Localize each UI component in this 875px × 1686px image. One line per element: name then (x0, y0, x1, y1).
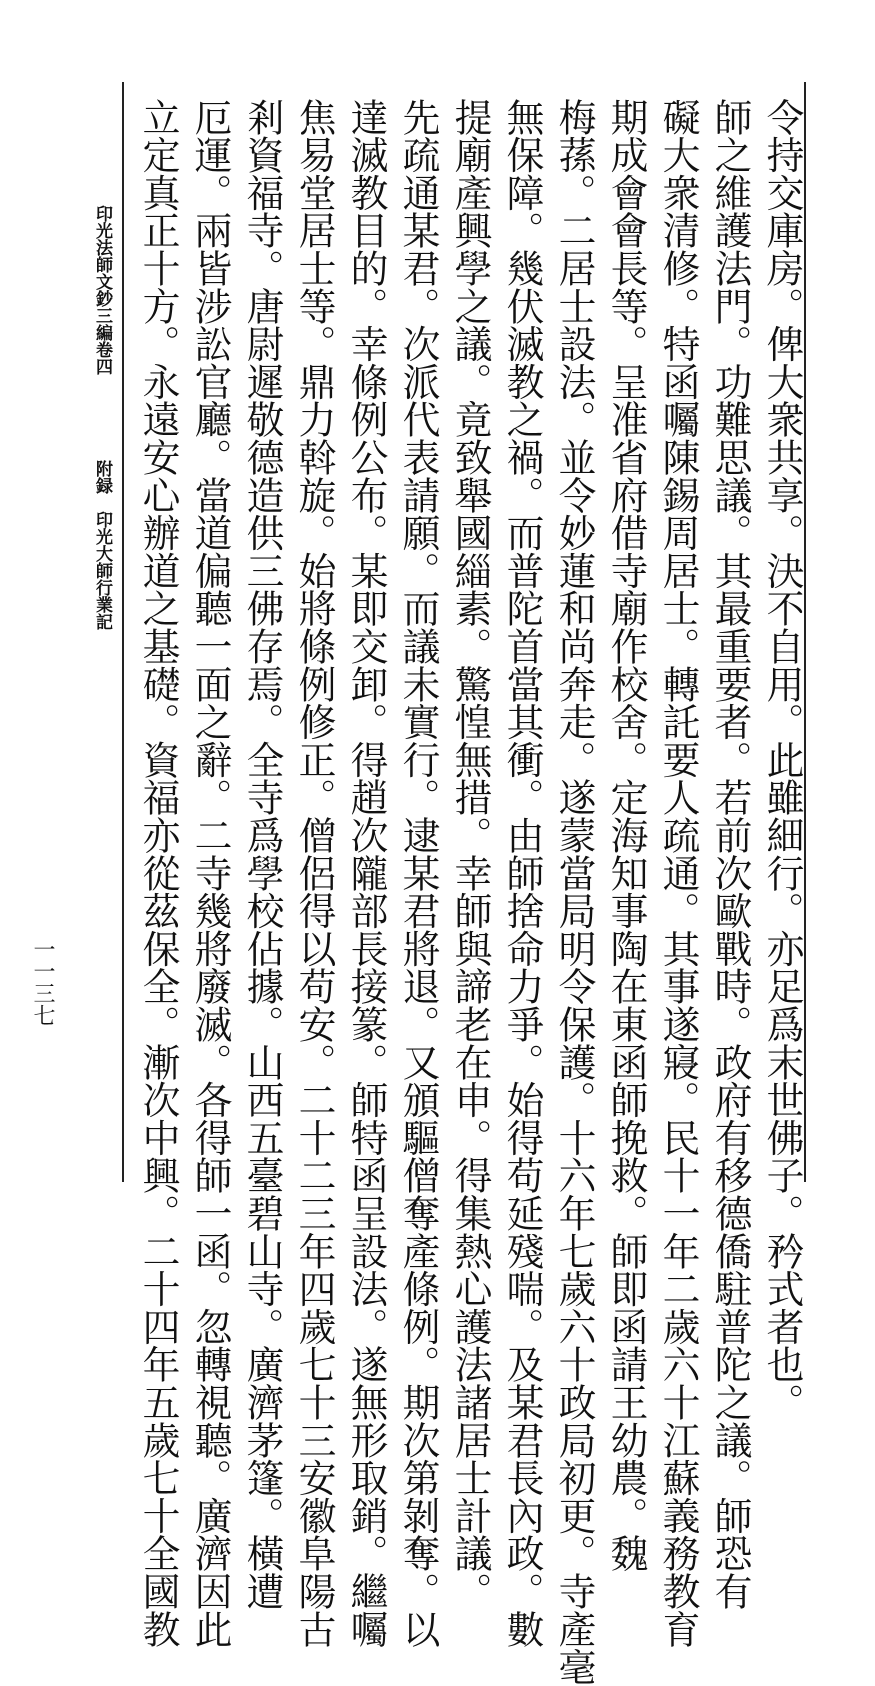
text-column: 令持交庫房。俾大衆共享。決不自用。此雖細行。亦足爲末世佛子。矜式者也。 (760, 98, 804, 1421)
text-column: 期成會會長等。呈准省府借寺廟作校舍。定海知事陶在東函師挽救。師即函請王幼農。魏 (604, 98, 648, 1573)
text-column: 師之維護法門。功難思議。其最重要者。若前次歐戰時。政府有移德僑駐普陀之議。師恐有 (708, 98, 752, 1610)
text-column: 焦易堂居士等。鼎力斡旋。始將條例修正。僧侶得以苟安。二十二三年四歲七十三安徽阜陽古 (292, 98, 336, 1648)
text-column: 無保障。幾伏滅教之禍。而普陀首當其衝。由師捨命力爭。始得苟延殘喘。及某君長內政。數 (500, 98, 544, 1648)
text-column: 厄運。兩皆涉訟官廳。當道偏聽一面之辭。二寺幾將廢滅。各得師一函。忽轉視聽。廣濟因此 (188, 98, 232, 1648)
text-column: 達滅教目的。幸條例公布。某即交卸。得趙次隴部長接篆。師特函呈設法。遂無形取銷。繼囑 (344, 98, 388, 1648)
text-column: 梅蓀。二居士設法。並令妙蓮和尚奔走。遂蒙當局明令保護。十六年七歲六十政局初更。寺產毫 (552, 98, 596, 1686)
book-title: 印光法師文鈔三編卷四 (92, 205, 112, 375)
text-column: 先疏通某君。次派代表請願。而議未實行。逮某君將退。又頒驅僧奪產條例。期次第剝奪。以 (396, 98, 440, 1648)
left-border-rule (122, 82, 124, 1182)
text-column: 礙大衆清修。特函囑陳錫周居士。轉託要人疏通。其事遂寢。民十一年二歲六十江蘇義務教育 (656, 98, 700, 1648)
text-column: 提廟產興學之議。竟致舉國緇素。驚惶無措。幸師與諦老在申。得集熱心護法諸居士計議。 (448, 98, 492, 1610)
text-column: 立定真正十方。永遠安心辦道之基礎。資福亦從茲保全。漸次中興。二十四年五歲七十全國教 (136, 98, 180, 1648)
page-number: 一一三七 (30, 938, 55, 1026)
section-title: 附録 印光大師行業記 (92, 460, 112, 630)
text-column: 剎資福寺。唐尉遲敬德造供三佛存焉。全寺爲學校佔據。山西五臺碧山寺。廣濟茅篷。橫遭 (240, 98, 284, 1610)
